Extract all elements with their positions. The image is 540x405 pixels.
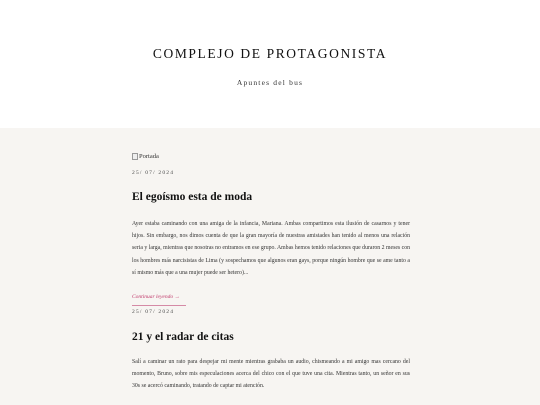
site-header [0, 0, 540, 128]
site-title[interactable]: COMPLEJO DE PROTAGONISTA [152, 46, 388, 61]
post-list [0, 128, 540, 405]
post-date: 25/ 07/ 2024 [132, 170, 175, 176]
post-cover-alt-text: Portada [139, 152, 159, 160]
site-subtitle: Apuntes del bus [236, 78, 304, 87]
post-cover-image[interactable] [132, 150, 410, 162]
post-divider [132, 305, 186, 306]
post-title[interactable]: 21 y el radar de citas [132, 330, 234, 343]
post-title[interactable]: El egoísmo esta de moda [132, 191, 253, 203]
read-more-link[interactable]: Continuar leyendo → [132, 293, 180, 300]
post-date: 25/ 07/ 2024 [132, 308, 175, 315]
post-excerpt: Ayer estaba caminando con una amiga de la infancia, Mariana. Ambas compartimos esta ilusión de casarnos y tener hijos. Sin embargo, nos dimos cuenta de que la gran mayoría de nuestras amistades han tenido al menos una relación seria y larga, mientras que nosotras no entramos en ese grupo. Ambas hemos tenido relaciones que duraron 2 meses con los hombres más narcisistas de Lima (y sospechamos que algunos eran gays, porque ningún hombre que se ame tanto a sí mismo más que a una mujer puede ser hetero)... [132, 221, 410, 276]
post-card [132, 150, 410, 306]
post-excerpt: Salí a caminar un rato para despejar mi mente mientras grababa un audio, chismeando a mi amigo mas cercano del momento, Bruno, sobre mis especulaciones acerca del chico con el que tuve una cita. Mientras tanto, un señor en sus 30s se acercó caminando, tratando de captar mi atención. [132, 358, 410, 390]
broken-image-icon [132, 153, 138, 160]
post-card [132, 309, 410, 393]
